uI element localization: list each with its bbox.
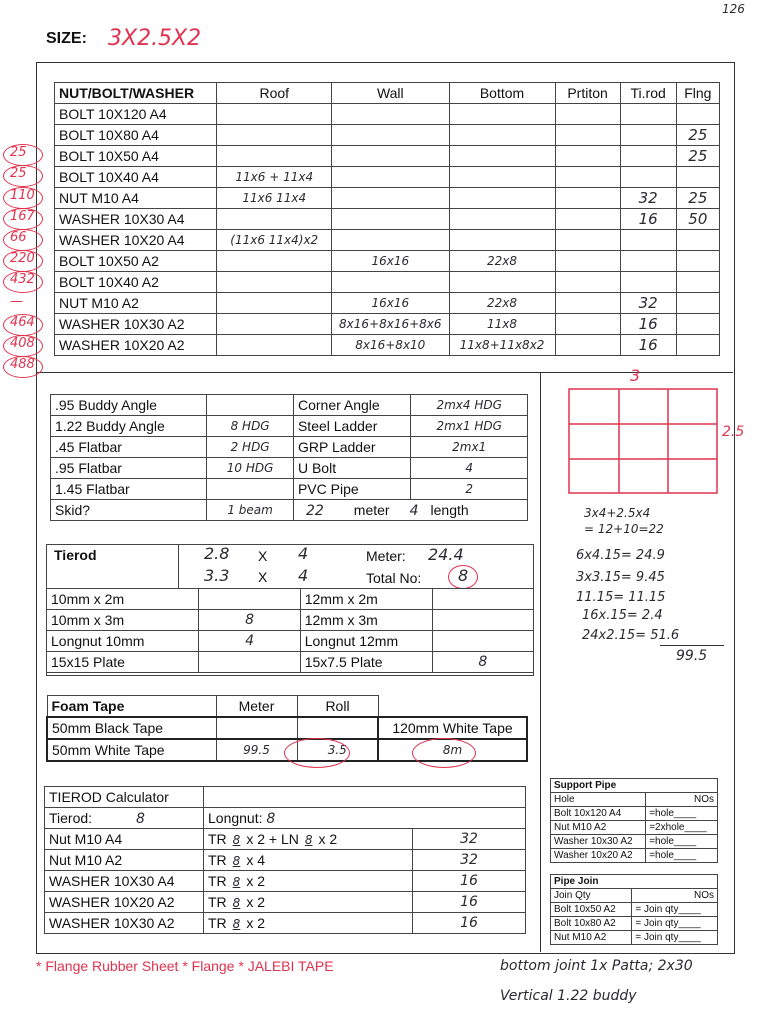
table-row: [45, 913, 526, 934]
tierod-qty: [432, 631, 533, 652]
formula-value: 8: [232, 917, 241, 931]
table-row: [47, 610, 534, 631]
item-name: BOLT 10X120 A4: [55, 104, 217, 125]
calc-note: 24x2.15= 51.6: [582, 628, 680, 643]
cell-roof: [217, 146, 332, 167]
cell-roof: [217, 293, 332, 314]
support-pipe-table: [550, 778, 718, 863]
item-name: WASHER 10X20 A4: [55, 230, 217, 251]
col-header: NOs: [632, 889, 718, 903]
accessories-table: [50, 394, 528, 521]
col-header: Hole: [551, 793, 646, 807]
formula-mid: x 4: [246, 852, 265, 868]
cell-bottom: [449, 167, 555, 188]
cell-tirod: 32: [620, 293, 676, 314]
cell-bottom: [449, 146, 555, 167]
tierod-qty: 8: [432, 652, 533, 673]
nut-bolt-washer-table: [54, 82, 720, 356]
calc-note: 3x3.15= 9.45: [576, 570, 665, 585]
item-name: Nut M10 A2: [551, 931, 632, 945]
table-row: [551, 931, 718, 945]
item-name: Nut M10 A2: [551, 821, 646, 835]
item-name: WASHER 10X30 A4: [55, 209, 217, 230]
cell-tirod: 16: [620, 314, 676, 335]
skid-length-cell: [293, 500, 527, 521]
table-row: [55, 167, 720, 188]
item-formula: =hole____: [646, 835, 718, 849]
item-formula: = Join qty____: [632, 931, 718, 945]
tierod-qty: 4: [199, 631, 300, 652]
row-total: 220: [10, 251, 35, 267]
row-total: 432: [10, 272, 35, 288]
cell-roof: [217, 272, 332, 293]
handwritten-note: Vertical 1.22 buddy: [500, 988, 637, 1004]
tierod-qty: 8: [199, 610, 300, 631]
accessory-value: 2 HDG: [207, 437, 294, 458]
formula-value: 8: [232, 854, 241, 868]
divider: [540, 372, 541, 952]
item-name: Bolt 10x80 A2: [551, 917, 632, 931]
col-header: Prtiton: [555, 83, 620, 104]
cell-flng: [676, 230, 719, 251]
table-row: [47, 717, 527, 739]
foam-meter: 99.5: [216, 739, 297, 761]
tierod-qty: [432, 589, 533, 610]
cell-bottom: [449, 272, 555, 293]
cell-tirod: 16: [620, 335, 676, 356]
cell-roof: [217, 251, 332, 272]
calc-item: WASHER 10X30 A4: [45, 871, 204, 892]
cell-tirod: [620, 230, 676, 251]
item-name: BOLT 10X40 A4: [55, 167, 217, 188]
accessory-label: Skid?: [51, 500, 207, 521]
table-row: [55, 335, 720, 356]
accessory-label: .95 Buddy Angle: [51, 395, 207, 416]
accessory-label: 1.45 Flatbar: [51, 479, 207, 500]
cell-flng: [676, 335, 719, 356]
cell-wall: 16x16: [332, 293, 450, 314]
cell-prtiton: [555, 125, 620, 146]
formula-value: 8: [232, 875, 241, 889]
tierod-count-value: 8: [135, 810, 145, 827]
row-total: 488: [10, 357, 35, 373]
accessory-label: PVC Pipe: [293, 479, 410, 500]
tierod-qty: [199, 589, 300, 610]
table-row: [55, 272, 720, 293]
cell-prtiton: [555, 188, 620, 209]
accessory-value: [207, 395, 294, 416]
cell-tirod: [620, 167, 676, 188]
table-row: [551, 917, 718, 931]
accessory-value: 2mx4 HDG: [411, 395, 528, 416]
item-formula: =hole____: [646, 807, 718, 821]
cell-wall: [332, 230, 450, 251]
longnut-count-cell: [204, 808, 526, 829]
longnut-count-label: Longnut:: [208, 809, 263, 826]
table-row: [55, 104, 720, 125]
table-row: [45, 871, 526, 892]
cell-prtiton: [555, 272, 620, 293]
tierod-item: 15x15 Plate: [47, 652, 199, 673]
cell-prtiton: [555, 230, 620, 251]
accessory-value: 1 beam: [207, 500, 294, 521]
formula-value: 8: [232, 833, 241, 847]
foam-name: 50mm Black Tape: [47, 717, 216, 739]
cell-bottom: [449, 230, 555, 251]
cell-tirod: [620, 125, 676, 146]
item-name: Bolt 10x120 A4: [551, 807, 646, 821]
formula-prefix: TR: [208, 831, 227, 847]
cell-bottom: [449, 104, 555, 125]
table-row: [51, 437, 528, 458]
calc-item: WASHER 10X20 A2: [45, 892, 204, 913]
sketch-width-label: 3: [630, 366, 641, 385]
col-header: Join Qty: [551, 889, 632, 903]
tierod-count-cell: [45, 808, 204, 829]
table-row: [551, 807, 718, 821]
accessory-label: .95 Flatbar: [51, 458, 207, 479]
cell-flng: [676, 104, 719, 125]
cell-roof: [217, 314, 332, 335]
table-row: [55, 293, 720, 314]
cell-flng: [676, 167, 719, 188]
foam-roll: 3.5: [297, 739, 378, 761]
meter-label: Meter:: [366, 548, 406, 564]
table-row: [45, 892, 526, 913]
tierod-x: X: [258, 548, 268, 564]
col-header: Roof: [217, 83, 332, 104]
calc-total: 32: [413, 829, 526, 850]
tierod-dim: 3.3: [204, 566, 230, 585]
tierod-item: 12mm x 2m: [300, 589, 432, 610]
accessory-value: 8 HDG: [207, 416, 294, 437]
accessory-label: 1.22 Buddy Angle: [51, 416, 207, 437]
formula-mid: x 2: [246, 873, 265, 889]
cell-wall: 8x16+8x16+8x6: [332, 314, 450, 335]
accessory-value: 2mx1 HDG: [411, 416, 528, 437]
foam-name: 50mm White Tape: [47, 739, 216, 761]
table-row: [55, 146, 720, 167]
item-name: NUT M10 A4: [55, 188, 217, 209]
table-row: [47, 589, 534, 610]
cell-tirod: [620, 146, 676, 167]
cell-roof: 11x6 + 11x4: [217, 167, 332, 188]
cell-prtiton: [555, 104, 620, 125]
cell-flng: 25: [676, 188, 719, 209]
item-formula: = Join qty____: [632, 917, 718, 931]
cell-bottom: 11x8: [449, 314, 555, 335]
calc-note: 6x4.15= 24.9: [576, 548, 665, 563]
table-row: [55, 125, 720, 146]
accessory-value: 10 HDG: [207, 458, 294, 479]
table-row: [551, 849, 718, 863]
cell-wall: 16x16: [332, 251, 450, 272]
cell-wall: [332, 209, 450, 230]
cell-prtiton: [555, 335, 620, 356]
cell-wall: [332, 146, 450, 167]
calc-total: 32: [413, 850, 526, 871]
row-total: 167: [10, 208, 35, 224]
total-label: Total No:: [366, 570, 422, 586]
calc-total: 16: [413, 913, 526, 934]
calc-note: 16x.15= 2.4: [582, 608, 663, 623]
cell-bottom: 22x8: [449, 251, 555, 272]
item-name: WASHER 10X30 A2: [55, 314, 217, 335]
table-row: [47, 652, 534, 673]
col-header: Foam Tape: [47, 696, 216, 718]
calc-item: Nut M10 A2: [45, 850, 204, 871]
table-row: [51, 500, 528, 521]
cell-wall: 8x16+8x10: [332, 335, 450, 356]
cell-flng: [676, 293, 719, 314]
accessory-label: .45 Flatbar: [51, 437, 207, 458]
row-total: 66: [10, 230, 27, 245]
accessory-label: Steel Ladder: [293, 416, 410, 437]
col-header: Wall: [332, 83, 450, 104]
tierod-item: Longnut 10mm: [47, 631, 199, 652]
calc-formula: [204, 850, 413, 871]
table-row: [51, 416, 528, 437]
calc-formula: [204, 829, 413, 850]
cell-wall: [332, 104, 450, 125]
table-row: [551, 821, 718, 835]
white-120-value: 8m: [378, 739, 527, 761]
table-row: [45, 850, 526, 871]
accessory-value: [207, 479, 294, 500]
item-name: Washer 10x30 A2: [551, 835, 646, 849]
row-total: 464: [10, 314, 35, 330]
cell-tirod: [620, 251, 676, 272]
total-value: 8: [458, 566, 469, 585]
cell-flng: 25: [676, 125, 719, 146]
item-formula: =hole____: [646, 849, 718, 863]
row-total: 25: [10, 145, 27, 161]
cell-bottom: [449, 188, 555, 209]
formula-prefix: TR: [208, 894, 227, 910]
cell-bottom: [449, 125, 555, 146]
cell-wall: [332, 125, 450, 146]
tierod-qty: [432, 610, 533, 631]
formula-prefix: TR: [208, 915, 227, 931]
pipe-join-title: Pipe Join: [551, 875, 718, 889]
table-row: [55, 251, 720, 272]
calc-total: 16: [413, 892, 526, 913]
cell-roof: [217, 209, 332, 230]
cell-flng: [676, 251, 719, 272]
cell-prtiton: [555, 209, 620, 230]
item-name: WASHER 10X20 A2: [55, 335, 217, 356]
calc-total: 16: [413, 871, 526, 892]
col-header: Roll: [297, 696, 378, 718]
table-header-row: [55, 83, 720, 104]
tierod-item: 15x7.5 Plate: [300, 652, 432, 673]
cell-tirod: [620, 272, 676, 293]
cell-bottom: [449, 209, 555, 230]
cell-wall: [332, 167, 450, 188]
meter-value: 24.4: [428, 545, 464, 564]
item-name: BOLT 10X80 A4: [55, 125, 217, 146]
sketch-height-label: 2.5: [722, 424, 745, 440]
foam-roll: [297, 717, 378, 739]
col-header: NUT/BOLT/WASHER: [55, 83, 217, 104]
accessory-value: 2mx1: [411, 437, 528, 458]
accessory-value: 2: [411, 479, 528, 500]
formula-value: 8: [304, 833, 313, 847]
tierod-x: X: [258, 569, 268, 585]
cell-prtiton: [555, 251, 620, 272]
cell-roof: [217, 335, 332, 356]
cell-roof: [217, 104, 332, 125]
cell-flng: 25: [676, 146, 719, 167]
item-name: BOLT 10X40 A2: [55, 272, 217, 293]
cell-prtiton: [555, 146, 620, 167]
grid-sketch: [568, 388, 722, 498]
handwritten-note: bottom joint 1x Patta; 2x30: [500, 958, 693, 974]
cell-tirod: 16: [620, 209, 676, 230]
pipe-join-table: [550, 874, 718, 945]
cell-flng: 50: [676, 209, 719, 230]
item-name: BOLT 10X50 A2: [55, 251, 217, 272]
item-name: BOLT 10X50 A4: [55, 146, 217, 167]
table-row: [47, 631, 534, 652]
table-row: [551, 903, 718, 917]
tierod-table: [46, 588, 534, 673]
tierod-title: Tierod: [54, 547, 97, 563]
formula-prefix: TR: [208, 873, 227, 889]
table-row: [551, 835, 718, 849]
accessory-value: 4: [411, 458, 528, 479]
table-row: [45, 829, 526, 850]
calc-note: 3x4+2.5x4: [584, 506, 651, 520]
size-value: 3X2.5X2: [108, 26, 202, 51]
calc-item: WASHER 10X30 A2: [45, 913, 204, 934]
col-header: Ti.rod: [620, 83, 676, 104]
table-row: [55, 209, 720, 230]
cell-bottom: 11x8+11x8x2: [449, 335, 555, 356]
cell-roof: 11x6 11x4: [217, 188, 332, 209]
col-header: Meter: [216, 696, 297, 718]
tierod-item: 10mm x 2m: [47, 589, 199, 610]
calc-note: 99.5: [676, 648, 708, 664]
row-total: 110: [10, 187, 35, 203]
formula-post: x 2: [318, 831, 338, 847]
tierod-calculator-table: [44, 786, 526, 934]
col-header: NOs: [646, 793, 718, 807]
length-label: length: [430, 501, 469, 518]
accessory-label: Corner Angle: [293, 395, 410, 416]
table-header-row: [47, 696, 527, 718]
formula-value: 8: [232, 896, 241, 910]
table-row: [55, 188, 720, 209]
formula-prefix: TR: [208, 852, 227, 868]
item-name: NUT M10 A2: [55, 293, 217, 314]
calc-title: TIEROD Calculator: [45, 787, 204, 808]
meter-label: meter: [353, 501, 390, 518]
cell-wall: [332, 272, 450, 293]
item-formula: =2xhole____: [646, 821, 718, 835]
cell-roof: [217, 125, 332, 146]
tierod-dim: 4: [298, 544, 309, 563]
cell-prtiton: [555, 293, 620, 314]
row-total: 408: [10, 336, 35, 351]
table-row: [55, 230, 720, 251]
table-row: [45, 808, 526, 829]
roll-ring: [284, 738, 350, 768]
tierod-dim: 2.8: [204, 544, 230, 563]
white-120-ring: [412, 738, 476, 768]
item-name: Washer 10x20 A2: [551, 849, 646, 863]
calc-note: = 12+10=22: [584, 522, 664, 536]
tierod-item: Longnut 12mm: [300, 631, 432, 652]
table-row: [55, 314, 720, 335]
tierod-qty: [199, 652, 300, 673]
cell-wall: [332, 188, 450, 209]
table-row: [51, 458, 528, 479]
skid-meter-value: 22: [305, 502, 324, 519]
page-number: 126: [722, 2, 745, 16]
item-name: Bolt 10x50 A2: [551, 903, 632, 917]
sum-line: [660, 645, 724, 646]
white-120-label: 120mm White Tape: [378, 717, 527, 739]
col-header: Bottom: [449, 83, 555, 104]
accessory-label: GRP Ladder: [293, 437, 410, 458]
accessory-label: U Bolt: [293, 458, 410, 479]
support-pipe-title: Support Pipe: [551, 779, 718, 793]
cell-prtiton: [555, 314, 620, 335]
formula-mid: x 2: [246, 915, 265, 931]
cell-flng: [676, 314, 719, 335]
tierod-dim: 4: [298, 566, 309, 585]
row-total: 25: [10, 166, 27, 182]
item-formula: = Join qty____: [632, 903, 718, 917]
calc-item: Nut M10 A4: [45, 829, 204, 850]
size-label: SIZE:: [46, 30, 87, 47]
cell-roof: (11x6 11x4)x2: [217, 230, 332, 251]
cell-tirod: 32: [620, 188, 676, 209]
calc-formula: [204, 892, 413, 913]
tierod-item: 10mm x 3m: [47, 610, 199, 631]
formula-mid: x 2: [246, 894, 265, 910]
calc-formula: [204, 913, 413, 934]
foam-meter: [216, 717, 297, 739]
tierod-item: 12mm x 3m: [300, 610, 432, 631]
formula-mid: x 2 + LN: [246, 831, 299, 847]
table-row: [51, 479, 528, 500]
footer-note: * Flange Rubber Sheet * Flange * JALEBI TAPE: [36, 958, 334, 974]
calc-note: 11.15= 11.15: [576, 590, 666, 605]
calc-formula: [204, 871, 413, 892]
longnut-count-value: 8: [266, 810, 276, 827]
cell-flng: [676, 272, 719, 293]
table-row: [51, 395, 528, 416]
row-total: —: [10, 293, 23, 309]
tierod-count-label: Tierod:: [49, 809, 93, 826]
divider: [36, 372, 733, 373]
cell-tirod: [620, 104, 676, 125]
cell-bottom: 22x8: [449, 293, 555, 314]
cell-prtiton: [555, 167, 620, 188]
length-value: 4: [409, 502, 419, 519]
table-row: [45, 787, 526, 808]
col-header: Flng: [676, 83, 719, 104]
